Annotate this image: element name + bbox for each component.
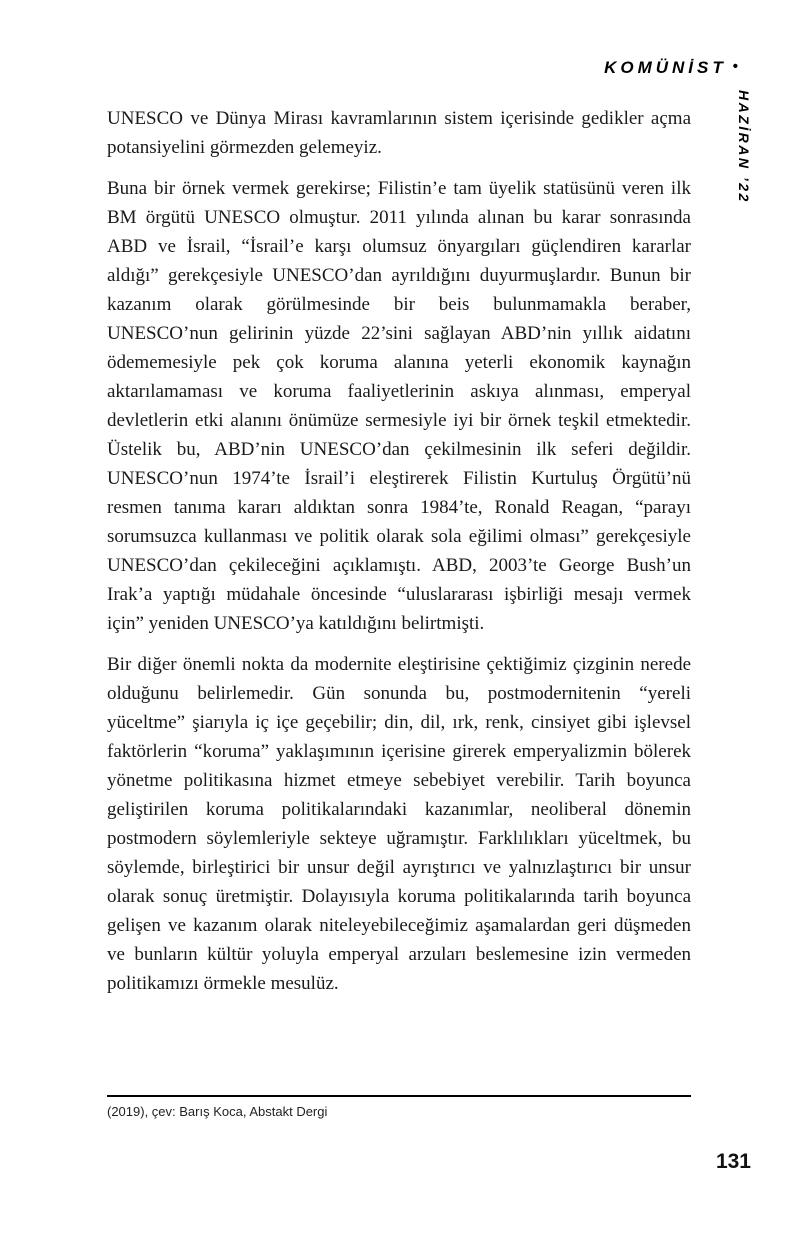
masthead-title: KOMÜNİST bbox=[604, 58, 727, 77]
article-body bbox=[107, 104, 691, 1010]
footer-divider bbox=[107, 1095, 691, 1097]
page-number: 131 bbox=[715, 1150, 751, 1173]
translation-credit: (2019), çev: Barış Koca, Abstakt Dergi bbox=[107, 1104, 328, 1119]
issue-label: HAZİRAN ’22 bbox=[736, 90, 752, 204]
masthead bbox=[604, 58, 738, 78]
masthead-bullet-icon: • bbox=[732, 58, 738, 75]
paragraph: Buna bir örnek vermek gerekirse; Filistin’e tam üyelik statüsünü veren ilk BM örgütü UNESCO olmuştur. 2011 yılında alınan bu karar sonrasında ABD ve İsrail, “İsrail’e karşı olumsuz önyargıları güçlendiren kararlar aldığı” gerekçesiyle UNESCO’dan ayrıldığını duyurmuşlardır. Bunun bir kazanım olarak görülmesinde bir beis bulunmamakla beraber, UNESCO’nun gelirinin yüzde 22’sini sağlayan ABD’nin yıllık aidatını ödememesiyle pek çok koruma alanına yeterli ekonomik kaynağın aktarılamaması ve koruma faaliyetlerinin askıya alınması, emperyal devletlerin etki alanını önümüze sermesiyle iyi bir örnek teşkil etmektedir. Üstelik bu, ABD’nin UNESCO’dan çekilmesinin ilk seferi değildir. UNESCO’nun 1974’te İsrail’i eleştirerek Filistin Kurtuluş Örgütü’nü resmen tanıma kararı aldıktan sonra 1984’te, Ronald Reagan, “parayı sorumsuzca kullanması ve politik olarak sola eğilimi olması” gerekçesiyle UNESCO’dan çekileceğini açıklamıştı. ABD, 2003’te George Bush’un Irak’a yaptığı müdahale öncesinde “uluslararası işbirliği mesajı vermek için” yeniden UNESCO’ya katıldığını belirtmişti. bbox=[107, 178, 691, 634]
paragraph: UNESCO ve Dünya Mirası kavramlarının sistem içerisinde gedikler açma potansiyelini görmezden gelemeyiz. bbox=[107, 108, 691, 158]
paragraph: Bir diğer önemli nokta da modernite eleştirisine çektiğimiz çizginin nerede olduğunu belirlemedir. Gün sonunda bu, postmodernitenin “yereli yüceltme” şiarıyla iç içe geçebilir; din, dil, ırk, renk, cinsiyet gibi işlevsel faktörlerin “koruma” yaklaşımının içerisine girerek emperyalizmin bölerek yönetme politikasına hizmet etmeye sebebiyet verebilir. Tarih boyunca geliştirilen koruma politikalarındaki kazanımlar, neoliberal dönemin postmodern söylemleriyle sekteye uğramıştır. Farklılıkları yüceltmek, bu söylemde, birleştirici bir unsur değil ayrıştırıcı ve yalnızlaştırıcı bir unsur olarak sonuç üretmiştir. Dolayısıyla koruma politikalarında tarih boyunca gelişen ve kazanım olarak niteleyebileceğimiz aşamalardan geri düşmeden ve bunların kültür yoluyla emperyal arzuları beslemesine izin vermeden politikamızı örmekle mesulüz. bbox=[107, 654, 691, 994]
